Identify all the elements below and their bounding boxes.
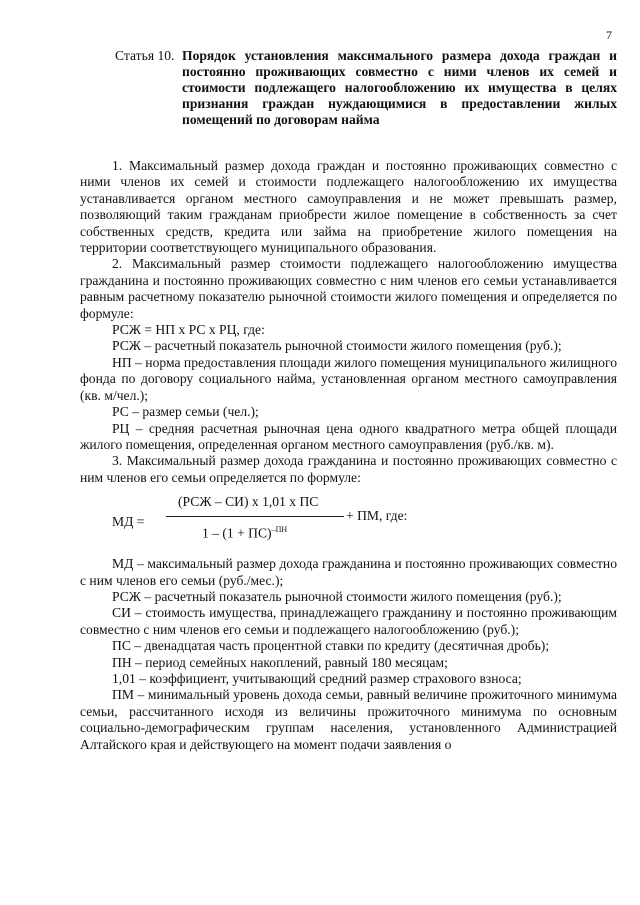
- page-number: 7: [606, 28, 612, 42]
- definition-si: СИ – стоимость имущества, принадлежащего гражданину и постоянно проживающим совместно с ним членов его семьи и подлежащего налогообложению (руб.);: [80, 605, 617, 637]
- formula-rszh: РСЖ = НП х РС х РЦ, где:: [112, 322, 265, 338]
- definition-md: МД – максимальный размер дохода гражданина и постоянно проживающих совместно с ним членов его семьи (руб./мес.);: [80, 556, 617, 588]
- formula-md-lhs: МД =: [112, 514, 145, 530]
- definition-ps: ПС – двенадцатая часть процентной ставки по кредиту (десятичная дробь);: [112, 638, 550, 654]
- formula-md-denominator: 1 – (1 + ПС)$^{-ПН}$: [202, 525, 288, 541]
- article-heading: [115, 48, 617, 128]
- formula-md-tail: + ПМ, где:: [346, 508, 408, 524]
- paragraph-1: 1. Максимальный размер дохода граждан и постоянно проживающих совместно с ними членов их семей и стоимости подлежащего налогообложению их имущества устанавливается органом местного самоуправления и не может превышать размер, позволяющий таким гражданам приобрести жилое помещение в собственность за счет собственных средств, кредита или займа на приобретение жилого помещения на территории соответствующего муниципального образования.: [80, 158, 617, 256]
- formula-md: [80, 490, 617, 552]
- paragraph-2: 2. Максимальный размер стоимости подлежащего налогообложению имущества гражданина и постоянно проживающих совместно с ним членов его семьи устанавливается равным расчетному показателю рыночной стоимости жилого помещения и определяется по формуле:: [80, 256, 617, 321]
- definition-pn: ПН – период семейных накоплений, равный 180 месяцам;: [112, 654, 448, 670]
- definition-pm: ПМ – минимальный уровень дохода семьи, равный величине прожиточного минимума семьи, рассчитанного исходя из величины прожиточного минимума по основным социально-демографическим группам населения, установленного Администрацией Алтайского края и действующего на момент подачи заявления о: [80, 687, 617, 752]
- definition-rszh-2: РСЖ – расчетный показатель рыночной стоимости жилого помещения (руб.);: [112, 588, 562, 604]
- paragraph-3: 3. Максимальный размер дохода гражданина и постоянно проживающих совместно с ним членов его семьи определяется по формуле:: [80, 453, 617, 485]
- article-label: Статья 10.: [115, 48, 175, 63]
- article-title: Порядок установления максимального размера дохода граждан и постоянно проживающих совместно с ними членов их семей и стоимости подлежащего налогообложению их имущества в целях признания граждан нуждающимися в предоставлении жилых помещений по договорам найма: [182, 48, 617, 127]
- definition-rc: РЦ – средняя расчетная рыночная цена одного квадратного метра общей площади жилого помещения, определенная органом местного самоуправления (руб./кв. м).: [80, 420, 617, 452]
- formula-md-exponent: –ПН: [271, 525, 288, 535]
- definition-rszh: РСЖ – расчетный показатель рыночной стоимости жилого помещения (руб.);: [112, 338, 562, 354]
- fraction-bar: [166, 516, 344, 517]
- article-body: [80, 158, 617, 753]
- definition-rs: РС – размер семьи (чел.);: [112, 404, 259, 420]
- definition-np: НП – норма предоставления площади жилого помещения муниципального жилищного фонда по договору социального найма, установленная органом местного самоуправления (кв. м/чел.);: [80, 354, 617, 403]
- definition-coefficient: 1,01 – коэффициент, учитывающий средний размер страхового взноса;: [112, 670, 522, 686]
- formula-md-numerator: (РСЖ – СИ) х 1,01 х ПС: [178, 494, 319, 510]
